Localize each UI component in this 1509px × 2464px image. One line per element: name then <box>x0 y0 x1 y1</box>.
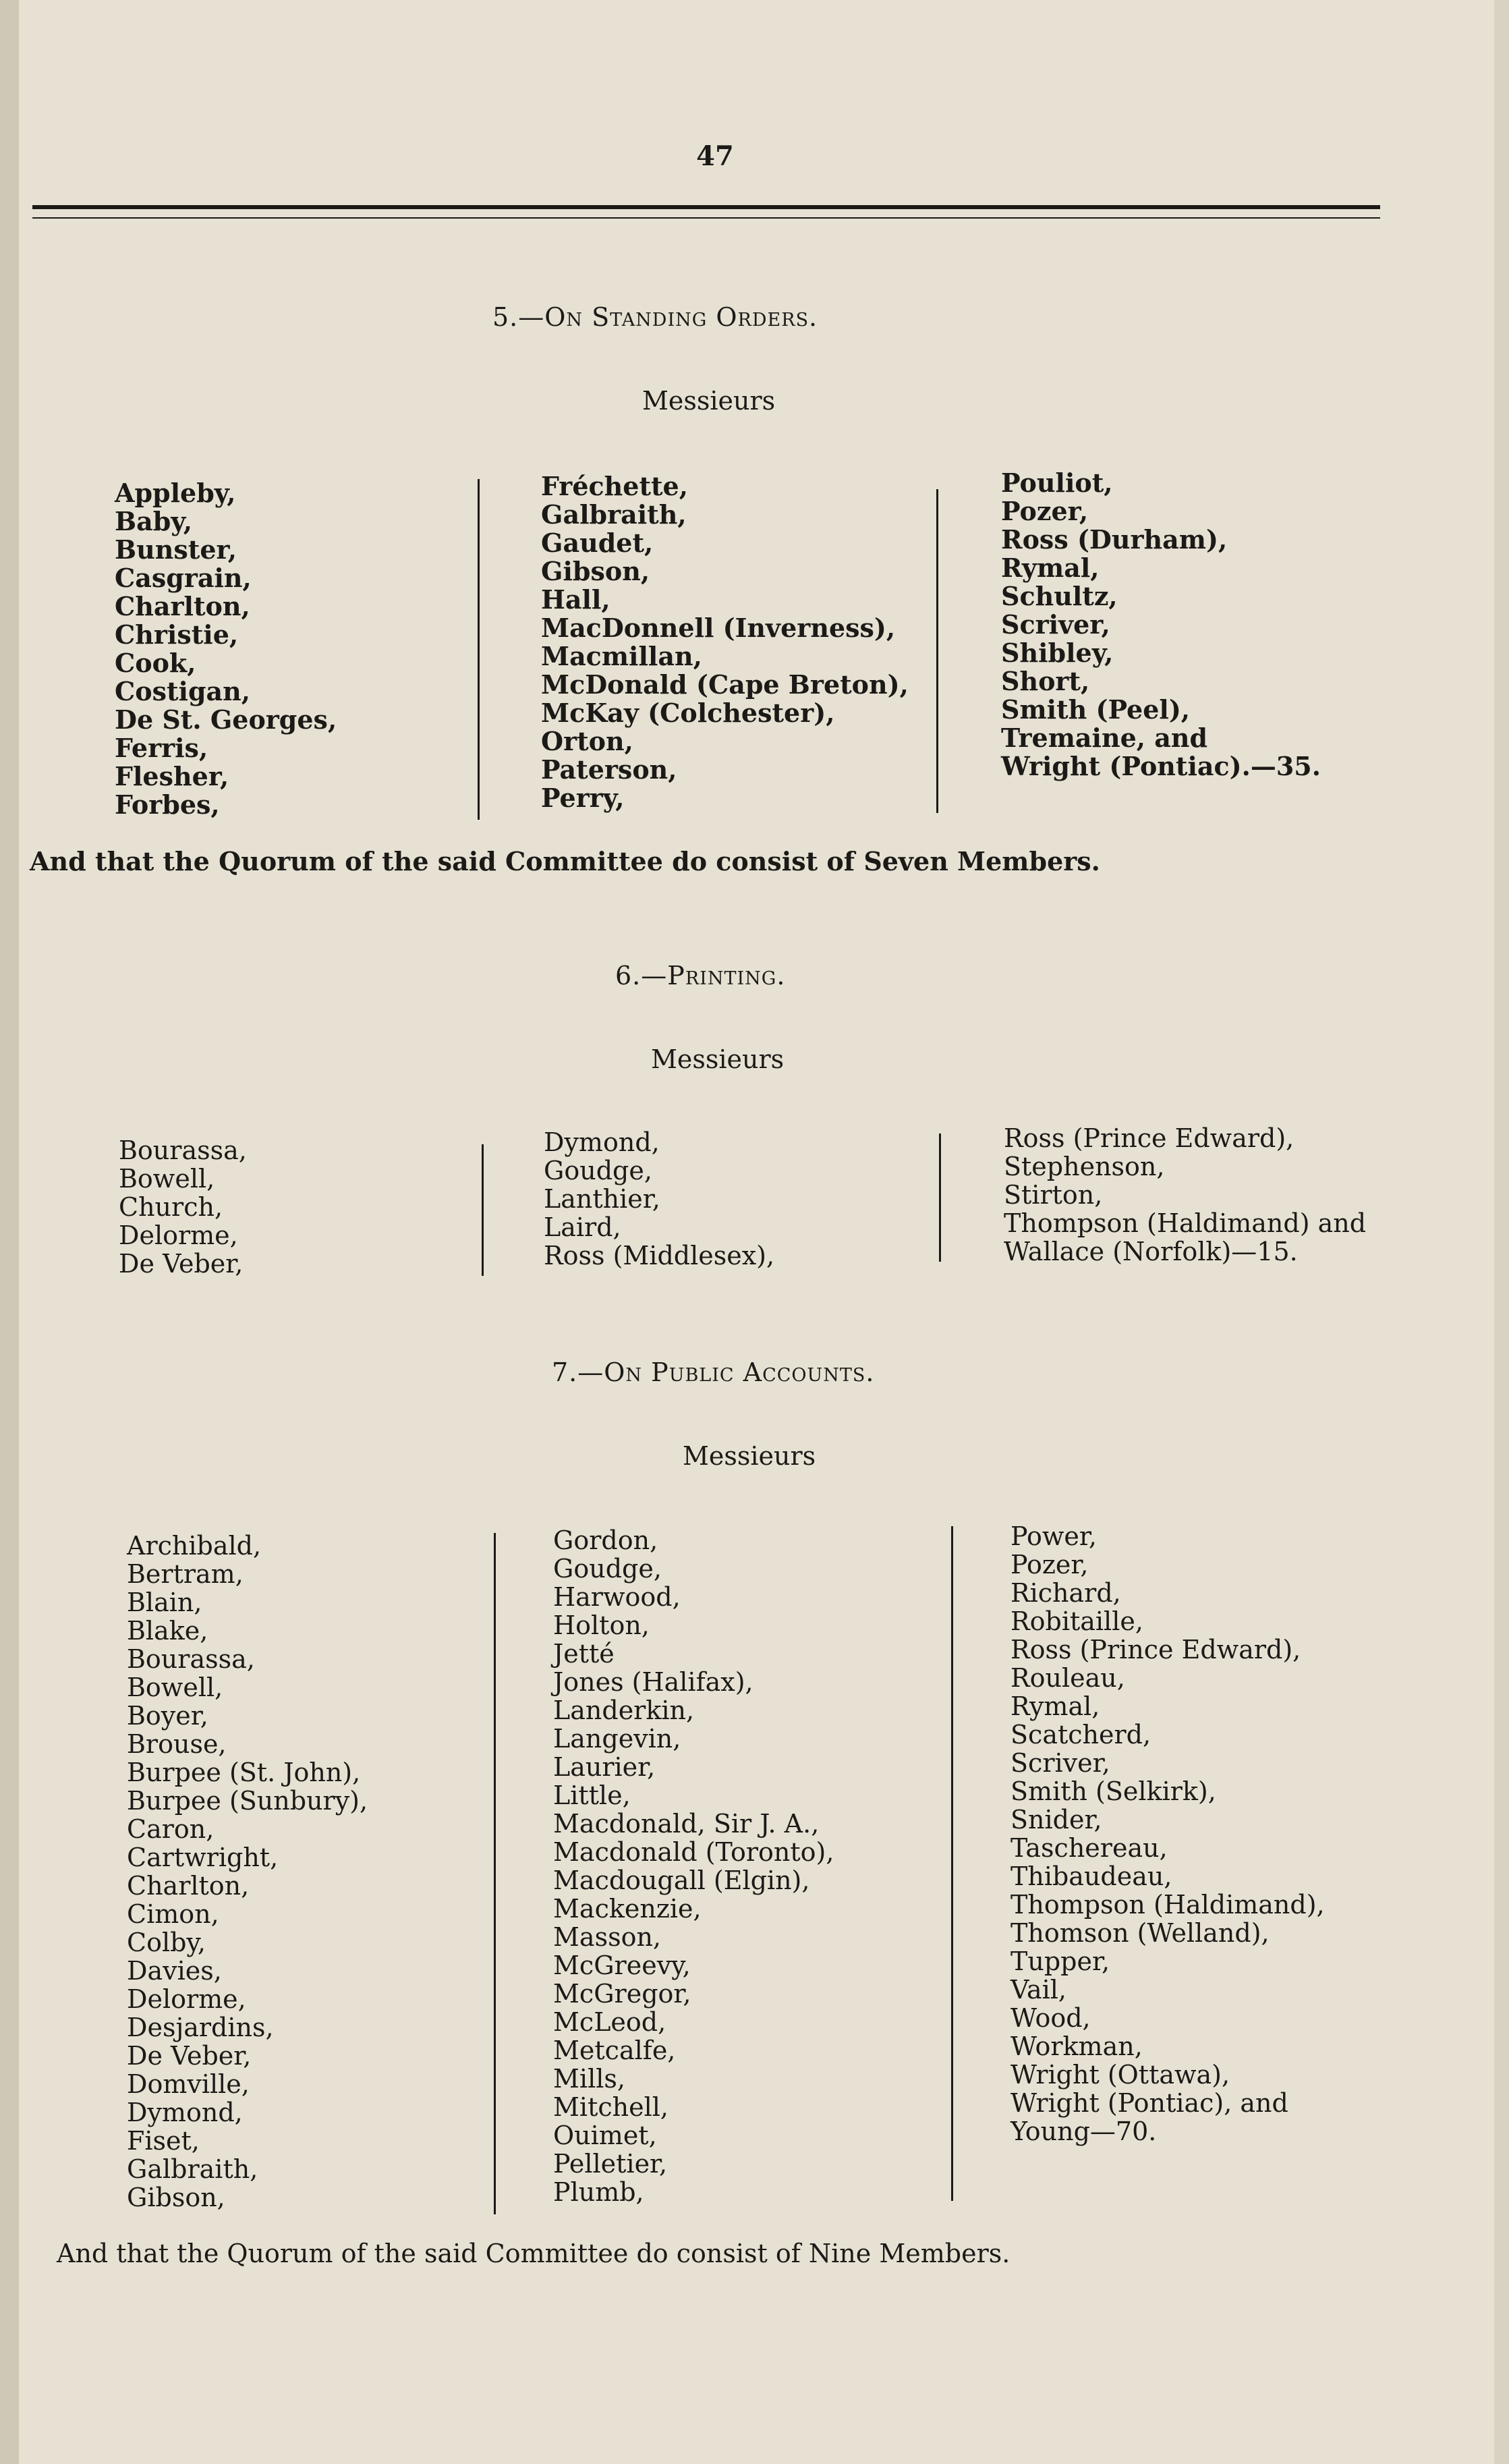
section-heading-printing <box>615 961 785 990</box>
member-name: McKay (Colchester), <box>541 698 835 728</box>
member-name: Domville, <box>127 2069 250 2099</box>
member-name: Scriver, <box>1001 609 1110 640</box>
member-name: Ferris, <box>115 733 208 763</box>
member-column-3 <box>1004 1124 1366 1266</box>
section-title: On Public Accounts. <box>604 1357 875 1387</box>
member-name: Caron, <box>127 1814 215 1844</box>
member-name: Wright (Ottawa), <box>1010 2060 1230 2090</box>
quorum-statement: And that the Quorum of the said Committee do consist of Nine Members. <box>57 2239 1010 2268</box>
member-name: Davies, <box>127 1956 222 1986</box>
member-name: Boyer, <box>127 1701 208 1731</box>
member-name: Shibley, <box>1001 638 1114 668</box>
member-name: Orton, <box>541 726 633 756</box>
member-name: Wright (Pontiac).—35. <box>1001 751 1321 781</box>
member-name: Thibaudeau, <box>1010 1861 1172 1891</box>
member-name: Rymal, <box>1010 1691 1100 1721</box>
member-name: De Veber, <box>127 2041 252 2071</box>
member-name: Workman, <box>1010 2032 1143 2061</box>
page-edge-shadow <box>0 0 19 2464</box>
member-name: Harwood, <box>553 1582 681 1612</box>
member-name: Appleby, <box>115 478 236 508</box>
member-name: Pouliot, <box>1001 468 1113 498</box>
column-divider <box>951 1526 953 2201</box>
member-name: Macdougall (Elgin), <box>553 1866 810 1895</box>
member-name: Smith (Peel), <box>1001 694 1191 725</box>
quorum-statement: And that the Quorum of the said Committee do consist of Seven Members. <box>30 846 1100 876</box>
member-name: Bunster, <box>115 534 237 565</box>
section-number: 5.— <box>492 302 545 332</box>
member-name: Christie, <box>115 619 239 650</box>
member-name: Ross (Durham), <box>1001 524 1228 555</box>
section-heading-standing-orders <box>492 302 818 332</box>
member-name: Pelletier, <box>553 2149 668 2179</box>
messieurs-label: Messieurs <box>651 1044 785 1074</box>
member-name: De Veber, <box>119 1249 244 1279</box>
member-name: Young—70. <box>1010 2117 1157 2146</box>
member-name: Macmillan, <box>541 641 702 671</box>
member-name: Laird, <box>544 1212 621 1242</box>
member-name: Gaudet, <box>541 528 654 558</box>
member-name: Macdonald, Sir J. A., <box>553 1809 820 1839</box>
column-divider <box>939 1133 941 1262</box>
member-name: Wright (Pontiac), and <box>1010 2088 1288 2118</box>
header-rule-thin <box>32 217 1380 219</box>
member-name: De St. Georges, <box>115 704 337 735</box>
member-name: Goudge, <box>553 1554 662 1584</box>
member-name: Brouse, <box>127 1729 227 1759</box>
member-name: Mackenzie, <box>553 1894 702 1924</box>
member-name: Tupper, <box>1010 1947 1110 1976</box>
member-name: Rouleau, <box>1010 1663 1125 1693</box>
member-column-1 <box>119 1136 247 1278</box>
member-name: Desjardins, <box>127 2013 274 2042</box>
member-name: Dymond, <box>127 2098 243 2127</box>
member-name: Rymal, <box>1001 553 1100 583</box>
member-name: Blain, <box>127 1588 202 1617</box>
section-number: 6.— <box>615 961 668 990</box>
section-title: On Standing Orders. <box>544 302 818 332</box>
member-name: Bowell, <box>127 1673 223 1702</box>
member-name: Bourassa, <box>119 1136 247 1165</box>
page-number: 47 <box>696 140 734 172</box>
member-column-2 <box>544 1128 774 1270</box>
member-name: Mills, <box>553 2064 625 2094</box>
member-name: Scriver, <box>1010 1748 1110 1778</box>
member-name: Burpee (Sunbury), <box>127 1786 368 1816</box>
member-name: Galbraith, <box>541 499 687 530</box>
member-name: Pozer, <box>1001 496 1089 526</box>
member-column-3 <box>1010 1522 1325 2146</box>
member-name: Church, <box>119 1192 223 1222</box>
member-name: Plumb, <box>553 2177 644 2207</box>
column-divider <box>494 1533 496 2214</box>
member-name: Cook, <box>115 648 196 678</box>
member-name: Galbraith, <box>127 2154 258 2184</box>
header-rule-thick <box>32 205 1380 209</box>
column-divider <box>936 489 938 813</box>
member-name: Pozer, <box>1010 1550 1089 1579</box>
member-name: Perry, <box>541 783 625 813</box>
member-name: Fréchette, <box>541 471 688 501</box>
member-name: Landerkin, <box>553 1696 695 1725</box>
section-title: Printing. <box>667 961 786 990</box>
member-name: Langevin, <box>553 1724 681 1754</box>
member-name: McGreevy, <box>553 1951 691 1980</box>
member-name: Little, <box>553 1781 631 1810</box>
member-column-3 <box>1001 469 1321 781</box>
member-name: Forbes, <box>115 789 220 820</box>
member-name: Cimon, <box>127 1899 219 1929</box>
member-name: Jones (Halifax), <box>553 1667 753 1697</box>
page-edge-shadow-right <box>1494 0 1509 2464</box>
member-name: Masson, <box>553 1922 661 1952</box>
member-name: Power, <box>1010 1521 1097 1551</box>
member-name: Paterson, <box>541 754 677 785</box>
member-name: Ross (Prince Edward), <box>1010 1635 1301 1664</box>
member-name: Charlton, <box>115 591 250 621</box>
member-name: Thompson (Haldimand), <box>1010 1890 1325 1920</box>
member-name: Thomson (Welland), <box>1010 1918 1270 1948</box>
member-name: Lanthier, <box>544 1184 660 1214</box>
member-column-2 <box>553 1526 834 2206</box>
member-name: Bowell, <box>119 1164 215 1194</box>
member-name: Taschereau, <box>1010 1833 1168 1863</box>
member-name: Short, <box>1001 666 1090 696</box>
member-name: Wood, <box>1010 2003 1091 2033</box>
member-name: Smith (Selkirk), <box>1010 1776 1216 1806</box>
member-name: Stirton, <box>1004 1180 1103 1210</box>
member-name: Laurier, <box>553 1752 656 1782</box>
member-name: Scatcherd, <box>1010 1720 1151 1749</box>
column-divider <box>478 479 480 820</box>
member-name: Schultz, <box>1001 581 1118 611</box>
column-divider <box>482 1144 484 1276</box>
member-name: Metcalfe, <box>553 2036 676 2065</box>
member-name: Jetté <box>553 1639 615 1669</box>
member-name: Snider, <box>1010 1805 1102 1835</box>
member-name: Robitaille, <box>1010 1606 1143 1636</box>
member-name: Ouimet, <box>553 2121 657 2150</box>
member-name: Colby, <box>127 1928 206 1957</box>
section-number: 7.— <box>552 1357 604 1387</box>
member-name: Casgrain, <box>115 563 252 593</box>
section-heading-public-accounts <box>552 1357 874 1387</box>
member-name: MacDonnell (Inverness), <box>541 613 896 643</box>
member-name: Cartwright, <box>127 1843 279 1872</box>
member-name: Richard, <box>1010 1578 1121 1608</box>
member-name: Burpee (St. John), <box>127 1758 361 1787</box>
member-name: Ross (Middlesex), <box>544 1241 775 1270</box>
member-name: Vail, <box>1010 1975 1066 2005</box>
messieurs-label: Messieurs <box>642 386 776 416</box>
member-name: Delorme, <box>127 1984 246 2014</box>
member-name: Stephenson, <box>1004 1152 1165 1181</box>
member-name: Flesher, <box>115 761 229 791</box>
member-name: Wallace (Norfolk)—15. <box>1004 1237 1298 1266</box>
member-name: Costigan, <box>115 676 251 706</box>
member-name: Hall, <box>541 584 610 615</box>
member-name: Charlton, <box>127 1871 250 1901</box>
member-name: Fiset, <box>127 2126 200 2156</box>
member-name: Gibson, <box>127 2183 225 2212</box>
member-name: McDonald (Cape Breton), <box>541 669 909 700</box>
member-column-2 <box>541 472 909 812</box>
member-name: Delorme, <box>119 1221 238 1250</box>
member-name: Archibald, <box>127 1531 262 1561</box>
member-name: Thompson (Haldimand) and <box>1004 1208 1367 1238</box>
member-name: Gordon, <box>553 1525 658 1555</box>
member-name: Ross (Prince Edward), <box>1004 1123 1294 1153</box>
member-name: Tremaine, and <box>1001 723 1208 753</box>
member-name: Mitchell, <box>553 2092 668 2122</box>
member-name: McLeod, <box>553 2007 666 2037</box>
member-column-1 <box>115 479 337 819</box>
member-name: Blake, <box>127 1616 208 1646</box>
member-name: Goudge, <box>544 1156 652 1185</box>
member-column-1 <box>127 1532 368 2212</box>
member-name: Baby, <box>115 506 192 536</box>
member-name: Bertram, <box>127 1559 244 1589</box>
member-name: Macdonald (Toronto), <box>553 1837 834 1867</box>
member-name: McGregor, <box>553 1979 691 2009</box>
member-name: Holton, <box>553 1611 650 1640</box>
member-name: Dymond, <box>544 1127 660 1157</box>
messieurs-label: Messieurs <box>683 1441 816 1471</box>
member-name: Bourassa, <box>127 1644 255 1674</box>
member-name: Gibson, <box>541 556 650 586</box>
